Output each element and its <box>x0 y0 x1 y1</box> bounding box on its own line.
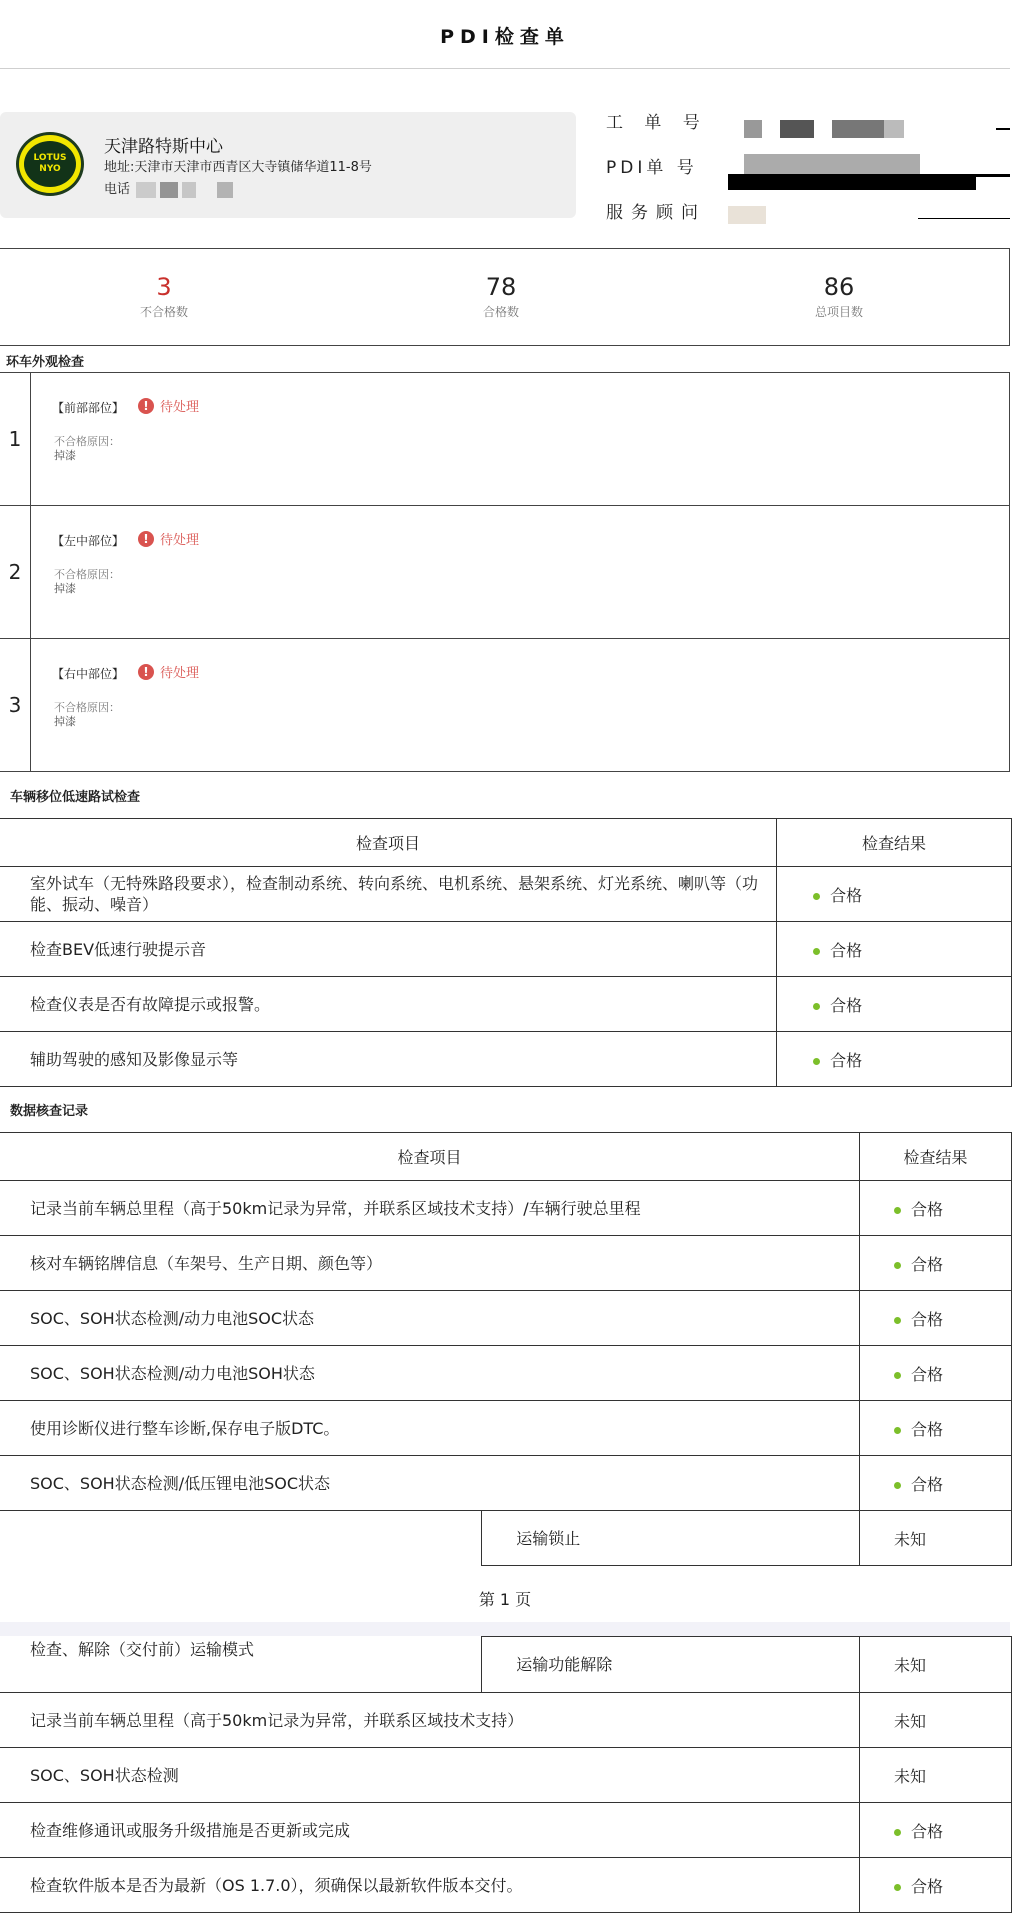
warning-icon: ! <box>138 664 154 680</box>
table-row <box>0 922 1012 977</box>
dealer-card <box>0 112 576 218</box>
check-item: SOC、SOH状态检测/动力电池SOH状态 <box>0 1346 860 1401</box>
check-item: 辅助驾驶的感知及影像显示等 <box>0 1032 777 1087</box>
defect-part: 【右中部位】 <box>52 667 125 681</box>
warning-icon: ! <box>138 398 154 414</box>
pass-dot-icon <box>894 1427 901 1434</box>
table-row <box>0 977 1012 1032</box>
check-result: 合格 <box>860 1181 1012 1236</box>
pass-dot-icon <box>894 1884 901 1891</box>
pass-dot-icon <box>813 1003 820 1010</box>
defect-item <box>0 505 1010 639</box>
defect-index: 2 <box>0 506 31 638</box>
pass-dot-icon <box>813 893 820 900</box>
column-header-result: 检查结果 <box>860 1133 1012 1181</box>
section-title-data-check: 数据核查记录 <box>10 1104 89 1119</box>
check-result: 未知 <box>860 1637 1012 1693</box>
table-row <box>0 1803 1012 1858</box>
check-result: 合格 <box>777 867 1012 922</box>
table-row <box>0 867 1012 922</box>
table-row <box>0 1181 1012 1236</box>
table-row <box>0 1511 1012 1566</box>
pass-dot-icon <box>894 1372 901 1379</box>
table-row <box>0 1693 1012 1748</box>
service-advisor-label: 服务顾问 <box>606 203 706 223</box>
title-divider <box>0 68 1010 69</box>
unqualified-count: 3 <box>156 273 172 301</box>
check-item: 检查BEV低速行驶提示音 <box>0 922 777 977</box>
column-header-item: 检查项目 <box>0 1133 860 1181</box>
defect-status: ! 待处理 <box>138 662 199 681</box>
defect-index: 1 <box>0 373 31 505</box>
defect-status: ! 待处理 <box>138 396 199 415</box>
check-result: 合格 <box>860 1291 1012 1346</box>
check-item: 室外试车（无特殊路段要求），检查制动系统、转向系统、电机系统、悬架系统、灯光系统、喇叭等（功能、振动、噪音） <box>0 867 777 922</box>
pass-dot-icon <box>894 1829 901 1836</box>
table-row <box>0 1346 1012 1401</box>
data-check-table <box>0 1132 1012 1566</box>
check-result: 合格 <box>777 922 1012 977</box>
check-result: 未知 <box>860 1511 1012 1566</box>
check-result: 合格 <box>860 1803 1012 1858</box>
road-test-table <box>0 818 1012 1087</box>
dealer-phone <box>104 178 233 198</box>
check-result: 合格 <box>860 1456 1012 1511</box>
check-result: 未知 <box>860 1693 1012 1748</box>
table-row <box>0 1637 1012 1693</box>
defect-part: 【前部部位】 <box>52 401 125 415</box>
check-result: 合格 <box>860 1401 1012 1456</box>
qualified-count: 78 <box>485 273 517 301</box>
phone-label: 电话 <box>104 182 131 197</box>
check-item: SOC、SOH状态检测/动力电池SOC状态 <box>0 1291 860 1346</box>
table-row <box>0 1291 1012 1346</box>
check-item: 使用诊断仪进行整车诊断,保存电子版DTC。 <box>0 1401 860 1456</box>
total-label: 总项目数 <box>814 305 863 319</box>
check-item: 记录当前车辆总里程（高于50km记录为异常，并联系区域技术支持） <box>0 1693 860 1748</box>
pass-dot-icon <box>894 1482 901 1489</box>
section-title-road-test: 车辆移位低速路试检查 <box>10 790 141 805</box>
table-row <box>0 1858 1012 1913</box>
column-header-result: 检查结果 <box>777 819 1012 867</box>
page-break <box>0 1622 1010 1636</box>
check-item: 检查维修通讯或服务升级措施是否更新或完成 <box>0 1803 860 1858</box>
check-result: 合格 <box>860 1346 1012 1401</box>
work-order-label: 工 单 号 <box>606 113 708 133</box>
check-result: 合格 <box>860 1858 1012 1913</box>
table-row <box>0 1401 1012 1456</box>
document-title: PDI检查单 <box>440 26 570 48</box>
defect-reason: 掉漆 <box>54 449 76 462</box>
pass-dot-icon <box>813 948 820 955</box>
check-item: 检查软件版本是否为最新（OS 1.7.0），须确保以最新软件版本交付。 <box>0 1858 860 1913</box>
warning-icon: ! <box>138 531 154 547</box>
defect-reason-label: 不合格原因： <box>54 435 120 448</box>
column-header-item: 检查项目 <box>0 819 777 867</box>
qualified-label: 合格数 <box>482 305 519 319</box>
defect-reason: 掉漆 <box>54 715 76 728</box>
check-item: SOC、SOH状态检测/低压锂电池SOC状态 <box>0 1456 860 1511</box>
continuation-table <box>0 1636 1012 1913</box>
dealer-address: 地址:天津市天津市西青区大寺镇储华道11-8号 <box>104 160 372 175</box>
defect-reason-label: 不合格原因： <box>54 568 120 581</box>
qualified-stat <box>401 273 601 320</box>
defect-reason-label: 不合格原因： <box>54 701 120 714</box>
total-count: 86 <box>823 273 855 301</box>
check-result: 合格 <box>777 1032 1012 1087</box>
check-result: 合格 <box>860 1236 1012 1291</box>
check-result: 合格 <box>777 977 1012 1032</box>
table-row <box>0 1748 1012 1803</box>
table-row <box>0 1456 1012 1511</box>
pass-dot-icon <box>894 1262 901 1269</box>
check-result: 未知 <box>860 1748 1012 1803</box>
check-item: 记录当前车辆总里程（高于50km记录为异常，并联系区域技术支持）/车辆行驶总里程 <box>0 1181 860 1236</box>
pdi-no-label: PDI单 号 <box>606 158 698 178</box>
table-row <box>0 1032 1012 1087</box>
defect-reason: 掉漆 <box>54 582 76 595</box>
defect-index: 3 <box>0 639 31 771</box>
total-stat <box>739 273 939 320</box>
defect-status: ! 待处理 <box>138 529 199 548</box>
check-sub-item: 运输功能解除 <box>482 1637 860 1693</box>
dealer-name: 天津路特斯中心 <box>104 137 223 157</box>
lotus-logo: LOTUS NYO <box>16 132 84 196</box>
unqualified-label: 不合格数 <box>139 305 188 319</box>
check-sub-item: 运输锁止 <box>482 1511 860 1566</box>
transport-item-cell <box>0 1511 482 1566</box>
check-item: 检查、解除（交付前）运输模式 <box>0 1637 482 1693</box>
check-item: 核对车辆铭牌信息（车架号、生产日期、颜色等） <box>0 1236 860 1291</box>
redacted-phone <box>136 182 156 198</box>
check-item: SOC、SOH状态检测 <box>0 1748 860 1803</box>
table-row <box>0 1236 1012 1291</box>
pass-dot-icon <box>894 1207 901 1214</box>
section-title-exterior: 环车外观检查 <box>6 355 85 370</box>
unqualified-stat <box>64 273 264 320</box>
defect-item <box>0 372 1010 506</box>
defect-part: 【左中部位】 <box>52 534 125 548</box>
check-item: 检查仪表是否有故障提示或报警。 <box>0 977 777 1032</box>
pass-dot-icon <box>894 1317 901 1324</box>
defect-item <box>0 638 1010 772</box>
page-number: 第 1 页 <box>478 1590 532 1609</box>
summary-panel <box>0 248 1010 346</box>
pass-dot-icon <box>813 1058 820 1065</box>
